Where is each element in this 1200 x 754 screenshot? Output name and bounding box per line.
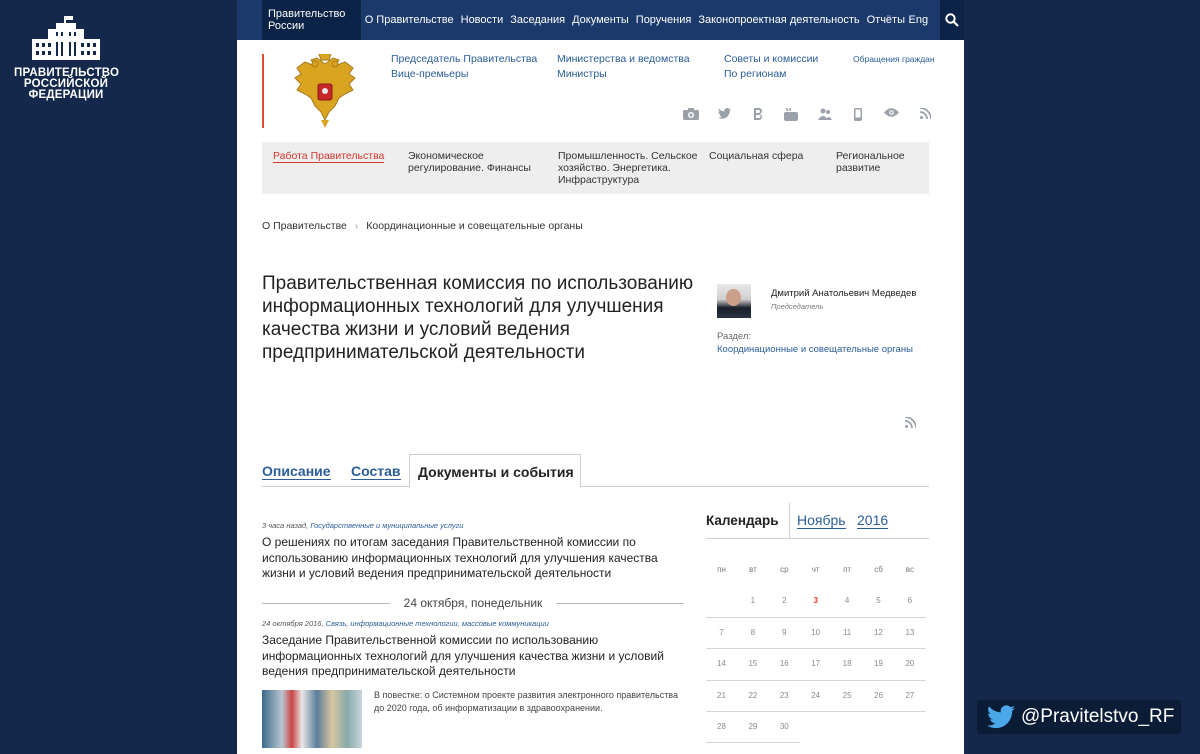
twitter-bird-icon (987, 705, 1015, 729)
eye-icon[interactable] (875, 108, 909, 121)
main-page (237, 0, 964, 754)
camera-icon[interactable] (674, 108, 708, 121)
calendar-year[interactable]: 2016 (857, 512, 889, 528)
vk-icon[interactable] (741, 108, 775, 121)
calendar-header (706, 503, 929, 539)
calendar-day[interactable]: 4 (844, 596, 850, 605)
calendar-day[interactable]: 3 (813, 596, 818, 605)
calendar-divider (706, 742, 800, 743)
calendar-day[interactable]: 20 (905, 659, 915, 669)
news-title[interactable]: Заседание Правительственной комиссии по использованию информационных технологий для улучшения качества жизни и условий ведения предпринимательской деятельности (262, 633, 664, 678)
page-title: Правительственная комиссия по использованию информационных технологий для улучшения качества жизни и условий ведения предпринимательской деятельности (262, 273, 694, 363)
nav-item-legislation[interactable]: Законопроектная деятельность (698, 14, 860, 26)
brand-line: ПРАВИТЕЛЬСТВО (14, 67, 120, 79)
social-icons (674, 108, 942, 121)
calendar-day[interactable]: 24 (811, 690, 821, 700)
twitter-badge[interactable] (977, 700, 1181, 734)
header-links-col1 (391, 52, 537, 81)
calendar-day[interactable]: 6 (907, 596, 913, 605)
calendar-day[interactable]: 25 (842, 690, 852, 700)
nav-item-about[interactable]: О Правительстве (364, 14, 454, 26)
calendar-day[interactable]: 1 (750, 596, 756, 605)
calendar-day[interactable]: 7 (719, 627, 724, 637)
date-separator (262, 596, 684, 610)
category-regional[interactable]: Региональное развитие (836, 150, 905, 174)
chairman-name[interactable]: Дмитрий Анатольевич Медведев (771, 288, 917, 299)
calendar-day[interactable]: 19 (874, 659, 883, 669)
calendar-weekday: сб (874, 565, 883, 574)
category-bar (262, 142, 929, 194)
language-switch[interactable]: Eng (908, 14, 929, 26)
calendar-day[interactable]: 2 (782, 596, 787, 605)
link-deputy-pm[interactable]: Вице-премьеры (391, 67, 469, 80)
calendar-divider (706, 680, 926, 681)
calendar-day[interactable]: 18 (842, 659, 852, 669)
calendar-day[interactable]: 16 (779, 659, 789, 669)
link-chairman[interactable]: Председатель Правительства (391, 53, 538, 65)
tab-members[interactable]: Состав (351, 463, 401, 479)
link-ministries[interactable]: Министерства и ведомства (557, 53, 690, 65)
nav-item-reports[interactable]: Отчёты (866, 14, 905, 26)
category-industry[interactable]: Промышленность. Сельское хозяйство. Энергетика. Инфраструктура (558, 150, 698, 186)
calendar-day[interactable]: 15 (748, 659, 758, 669)
news-meta (262, 619, 549, 628)
twitter-handle: @Pravitelstvo_RF (1021, 706, 1175, 727)
calendar-weekday: ср (780, 565, 789, 574)
header-links-col3 (724, 52, 818, 81)
section-label: Раздел: (717, 331, 752, 342)
government-building-icon (26, 14, 106, 62)
calendar-day[interactable]: 5 (876, 596, 881, 605)
tab-description[interactable]: Описание (262, 463, 331, 479)
calendar-divider (706, 617, 926, 618)
link-citizen-appeals[interactable]: Обращения граждан (853, 54, 935, 64)
calendar-day[interactable]: 21 (717, 690, 726, 700)
brand-logo[interactable] (14, 14, 118, 101)
calendar-day[interactable]: 13 (905, 627, 915, 637)
double-headed-eagle-icon (291, 54, 359, 128)
calendar-day[interactable]: 26 (874, 690, 883, 700)
calendar-day[interactable]: 29 (748, 722, 758, 732)
calendar-day[interactable]: 10 (811, 627, 821, 637)
breadcrumb-item[interactable]: Координационные и совещательные органы (366, 220, 583, 232)
nav-item-meetings[interactable]: Заседания (510, 14, 566, 26)
calendar-day[interactable]: 8 (750, 627, 756, 637)
category-social[interactable]: Социальная сфера (709, 150, 804, 162)
calendar-weekday: пт (843, 565, 852, 574)
calendar-weekday: пн (717, 565, 726, 574)
brand-line: ФЕДЕРАЦИИ (28, 89, 104, 101)
news-time: 24 октября 2016, (262, 619, 324, 628)
nav-item-documents[interactable]: Документы (572, 14, 629, 26)
news-tag[interactable]: Государственные и муниципальные услуги (310, 521, 464, 530)
link-ministers[interactable]: Министры (557, 67, 607, 80)
accent-bar (262, 54, 264, 128)
news-tag[interactable]: Связь, информационные технологии, массовые коммуникации (325, 619, 549, 628)
nav-home[interactable]: Правительство России (262, 0, 361, 40)
calendar-day[interactable]: 12 (874, 627, 883, 637)
nav-item-orders[interactable]: Поручения (635, 14, 692, 26)
avatar[interactable] (717, 284, 751, 318)
tab-documents-events[interactable]: Документы и события (409, 454, 581, 488)
top-navigation (237, 0, 964, 40)
calendar-weekday: вт (749, 565, 757, 574)
rss-icon[interactable] (909, 108, 943, 121)
category-economy[interactable]: Экономическое регулирование. Финансы (408, 150, 531, 174)
calendar-title: Календарь (706, 513, 779, 528)
news-thumbnail[interactable] (262, 690, 362, 748)
search-button[interactable] (940, 0, 964, 40)
twitter-icon[interactable] (708, 108, 742, 121)
date-separator-label: 24 октября, понедельник (403, 596, 543, 610)
calendar-day[interactable]: 27 (905, 690, 915, 700)
breadcrumb-item[interactable]: О Правительстве (262, 220, 347, 232)
chevron-right-icon: › (354, 220, 359, 232)
category-government-work[interactable]: Работа Правительства (273, 150, 385, 162)
coat-of-arms[interactable] (291, 54, 359, 133)
calendar-weekday: чт (811, 565, 820, 574)
news-description: В повестке: о Системном проекте развития электронного правительства до 2020 года, об информатизации в здравоохранении. (374, 690, 678, 713)
news-time: 3 часа назад, (262, 521, 309, 530)
rss-icon[interactable] (905, 415, 916, 433)
content-tabs (262, 437, 929, 487)
calendar-divider (706, 648, 926, 649)
community-icon[interactable] (808, 108, 842, 121)
calendar (706, 503, 929, 732)
calendar-day[interactable]: 17 (811, 659, 821, 669)
nav-item-news[interactable]: Новости (460, 14, 504, 26)
link-councils[interactable]: Советы и комиссии (724, 53, 819, 65)
search-icon (945, 13, 959, 27)
brand-line: РОССИЙСКОЙ (23, 78, 109, 90)
link-regions[interactable]: По регионам (724, 67, 787, 80)
youtube-icon[interactable] (775, 108, 809, 121)
calendar-day[interactable]: 11 (842, 627, 852, 637)
calendar-weekday: вс (905, 565, 914, 574)
mobile-icon[interactable] (842, 108, 876, 121)
calendar-day[interactable]: 14 (717, 659, 726, 669)
calendar-day[interactable]: 23 (779, 690, 789, 700)
calendar-month[interactable]: Ноябрь (797, 512, 846, 528)
calendar-divider (706, 711, 926, 712)
calendar-day[interactable]: 9 (782, 627, 787, 637)
calendar-day[interactable]: 22 (748, 690, 758, 700)
header-links-col4 (853, 52, 935, 67)
header-links-col2 (557, 52, 690, 81)
section-link[interactable]: Координационные и совещательные органы (717, 344, 913, 355)
chairman-role: Председатель (771, 302, 824, 311)
calendar-day[interactable]: 30 (779, 722, 789, 732)
breadcrumb (262, 220, 583, 232)
news-title[interactable]: О решениях по итогам заседания Правительственной комиссии по использованию информационных технологий для улучшения качества жизни и условий ведения предпринимательской деятельности (262, 535, 658, 580)
calendar-day[interactable]: 28 (717, 722, 726, 732)
news-meta (262, 521, 463, 530)
